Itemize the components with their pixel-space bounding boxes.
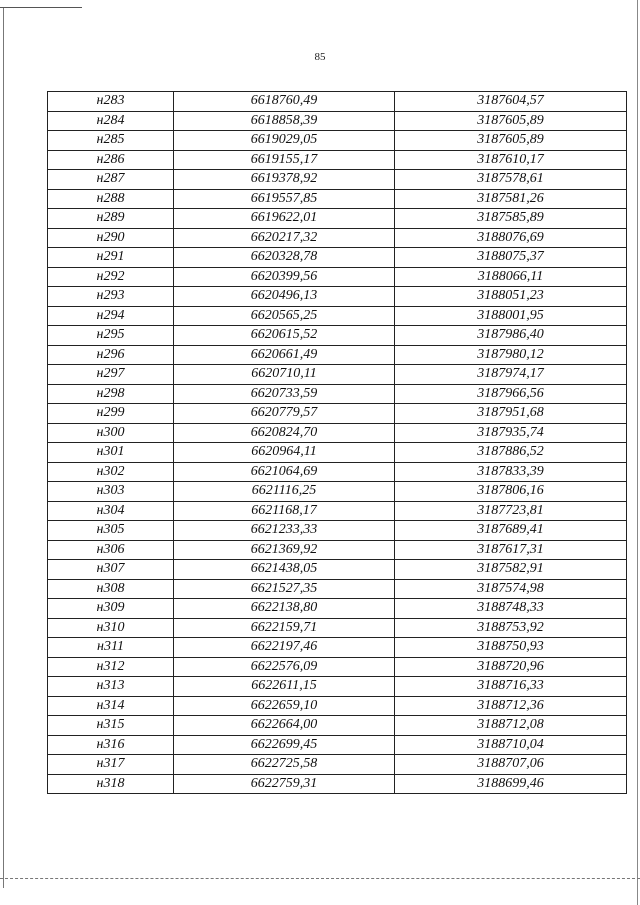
- y-coordinate-cell: 3187605,89: [395, 131, 627, 151]
- x-coordinate-cell: 6621233,33: [174, 521, 395, 541]
- point-id-cell: н318: [48, 774, 174, 794]
- y-coordinate-cell: 3187604,57: [395, 92, 627, 112]
- table-row: [48, 540, 627, 560]
- x-coordinate-cell: 6622659,10: [174, 696, 395, 716]
- point-id-cell: н306: [48, 540, 174, 560]
- y-coordinate-cell: 3188066,11: [395, 267, 627, 287]
- point-id-cell: н305: [48, 521, 174, 541]
- y-coordinate-cell: 3187605,89: [395, 111, 627, 131]
- y-coordinate-cell: 3188001,95: [395, 306, 627, 326]
- point-id-cell: н297: [48, 365, 174, 385]
- x-coordinate-cell: 6622725,58: [174, 755, 395, 775]
- table-row: [48, 755, 627, 775]
- x-coordinate-cell: 6620779,57: [174, 404, 395, 424]
- table-row: [48, 774, 627, 794]
- table-row: [48, 209, 627, 229]
- point-id-cell: н303: [48, 482, 174, 502]
- coordinates-table-body: [48, 92, 627, 794]
- point-id-cell: н308: [48, 579, 174, 599]
- table-row: [48, 131, 627, 151]
- y-coordinate-cell: 3187581,26: [395, 189, 627, 209]
- point-id-cell: н307: [48, 560, 174, 580]
- point-id-cell: н286: [48, 150, 174, 170]
- table-row: [48, 228, 627, 248]
- y-coordinate-cell: 3188699,46: [395, 774, 627, 794]
- table-row: [48, 345, 627, 365]
- table-row: [48, 657, 627, 677]
- x-coordinate-cell: 6620328,78: [174, 248, 395, 268]
- table-row: [48, 443, 627, 463]
- y-coordinate-cell: 3188712,08: [395, 716, 627, 736]
- y-coordinate-cell: 3187723,81: [395, 501, 627, 521]
- point-id-cell: н299: [48, 404, 174, 424]
- x-coordinate-cell: 6620399,56: [174, 267, 395, 287]
- table-row: [48, 716, 627, 736]
- y-coordinate-cell: 3188075,37: [395, 248, 627, 268]
- point-id-cell: н294: [48, 306, 174, 326]
- x-coordinate-cell: 6619557,85: [174, 189, 395, 209]
- y-coordinate-cell: 3187966,56: [395, 384, 627, 404]
- x-coordinate-cell: 6622611,15: [174, 677, 395, 697]
- x-coordinate-cell: 6621438,05: [174, 560, 395, 580]
- x-coordinate-cell: 6620217,32: [174, 228, 395, 248]
- y-coordinate-cell: 3188076,69: [395, 228, 627, 248]
- table-row: [48, 384, 627, 404]
- coordinates-table: [47, 91, 627, 794]
- x-coordinate-cell: 6621064,69: [174, 462, 395, 482]
- scan-edge-line: [637, 0, 638, 905]
- y-coordinate-cell: 3188748,33: [395, 599, 627, 619]
- point-id-cell: н316: [48, 735, 174, 755]
- x-coordinate-cell: 6622138,80: [174, 599, 395, 619]
- point-id-cell: н315: [48, 716, 174, 736]
- point-id-cell: н312: [48, 657, 174, 677]
- x-coordinate-cell: 6622159,71: [174, 618, 395, 638]
- x-coordinate-cell: 6622576,09: [174, 657, 395, 677]
- table-row: [48, 111, 627, 131]
- table-row: [48, 248, 627, 268]
- y-coordinate-cell: 3187610,17: [395, 150, 627, 170]
- table-row: [48, 189, 627, 209]
- y-coordinate-cell: 3187689,41: [395, 521, 627, 541]
- table-row: [48, 677, 627, 697]
- scan-edge-line: [0, 7, 82, 8]
- x-coordinate-cell: 6620824,70: [174, 423, 395, 443]
- point-id-cell: н284: [48, 111, 174, 131]
- y-coordinate-cell: 3188707,06: [395, 755, 627, 775]
- x-coordinate-cell: 6619029,05: [174, 131, 395, 151]
- point-id-cell: н301: [48, 443, 174, 463]
- table-row: [48, 267, 627, 287]
- x-coordinate-cell: 6622759,31: [174, 774, 395, 794]
- x-coordinate-cell: 6620964,11: [174, 443, 395, 463]
- table-row: [48, 150, 627, 170]
- point-id-cell: н290: [48, 228, 174, 248]
- table-row: [48, 521, 627, 541]
- y-coordinate-cell: 3187578,61: [395, 170, 627, 190]
- y-coordinate-cell: 3188750,93: [395, 638, 627, 658]
- table-row: [48, 404, 627, 424]
- point-id-cell: н288: [48, 189, 174, 209]
- y-coordinate-cell: 3187833,39: [395, 462, 627, 482]
- y-coordinate-cell: 3188051,23: [395, 287, 627, 307]
- x-coordinate-cell: 6619378,92: [174, 170, 395, 190]
- point-id-cell: н293: [48, 287, 174, 307]
- x-coordinate-cell: 6621527,35: [174, 579, 395, 599]
- y-coordinate-cell: 3188716,33: [395, 677, 627, 697]
- point-id-cell: н287: [48, 170, 174, 190]
- point-id-cell: н283: [48, 92, 174, 112]
- x-coordinate-cell: 6622699,45: [174, 735, 395, 755]
- x-coordinate-cell: 6622664,00: [174, 716, 395, 736]
- x-coordinate-cell: 6620733,59: [174, 384, 395, 404]
- x-coordinate-cell: 6621168,17: [174, 501, 395, 521]
- y-coordinate-cell: 3187806,16: [395, 482, 627, 502]
- x-coordinate-cell: 6621116,25: [174, 482, 395, 502]
- x-coordinate-cell: 6620615,52: [174, 326, 395, 346]
- page-number: 85: [314, 51, 326, 63]
- table-row: [48, 618, 627, 638]
- table-row: [48, 501, 627, 521]
- x-coordinate-cell: 6620661,49: [174, 345, 395, 365]
- point-id-cell: н313: [48, 677, 174, 697]
- table-row: [48, 560, 627, 580]
- y-coordinate-cell: 3187886,52: [395, 443, 627, 463]
- point-id-cell: н285: [48, 131, 174, 151]
- point-id-cell: н291: [48, 248, 174, 268]
- y-coordinate-cell: 3187574,98: [395, 579, 627, 599]
- point-id-cell: н289: [48, 209, 174, 229]
- y-coordinate-cell: 3187585,89: [395, 209, 627, 229]
- table-row: [48, 326, 627, 346]
- point-id-cell: н309: [48, 599, 174, 619]
- x-coordinate-cell: 6620496,13: [174, 287, 395, 307]
- point-id-cell: н298: [48, 384, 174, 404]
- y-coordinate-cell: 3187974,17: [395, 365, 627, 385]
- table-row: [48, 423, 627, 443]
- point-id-cell: н296: [48, 345, 174, 365]
- y-coordinate-cell: 3188712,36: [395, 696, 627, 716]
- y-coordinate-cell: 3187935,74: [395, 423, 627, 443]
- table-row: [48, 170, 627, 190]
- point-id-cell: н300: [48, 423, 174, 443]
- point-id-cell: н302: [48, 462, 174, 482]
- point-id-cell: н311: [48, 638, 174, 658]
- table-row: [48, 579, 627, 599]
- x-coordinate-cell: 6622197,46: [174, 638, 395, 658]
- point-id-cell: н292: [48, 267, 174, 287]
- x-coordinate-cell: 6618760,49: [174, 92, 395, 112]
- y-coordinate-cell: 3187951,68: [395, 404, 627, 424]
- y-coordinate-cell: 3187617,31: [395, 540, 627, 560]
- point-id-cell: н317: [48, 755, 174, 775]
- x-coordinate-cell: 6621369,92: [174, 540, 395, 560]
- x-coordinate-cell: 6619622,01: [174, 209, 395, 229]
- table-row: [48, 638, 627, 658]
- table-row: [48, 735, 627, 755]
- y-coordinate-cell: 3188710,04: [395, 735, 627, 755]
- point-id-cell: н310: [48, 618, 174, 638]
- x-coordinate-cell: 6619155,17: [174, 150, 395, 170]
- table-row: [48, 696, 627, 716]
- table-row: [48, 365, 627, 385]
- y-coordinate-cell: 3188720,96: [395, 657, 627, 677]
- x-coordinate-cell: 6620565,25: [174, 306, 395, 326]
- y-coordinate-cell: 3188753,92: [395, 618, 627, 638]
- point-id-cell: н314: [48, 696, 174, 716]
- x-coordinate-cell: 6618858,39: [174, 111, 395, 131]
- table-row: [48, 482, 627, 502]
- y-coordinate-cell: 3187980,12: [395, 345, 627, 365]
- point-id-cell: н304: [48, 501, 174, 521]
- table-row: [48, 599, 627, 619]
- y-coordinate-cell: 3187582,91: [395, 560, 627, 580]
- table-row: [48, 287, 627, 307]
- table-row: [48, 462, 627, 482]
- scan-edge-line: [3, 8, 4, 888]
- point-id-cell: н295: [48, 326, 174, 346]
- y-coordinate-cell: 3187986,40: [395, 326, 627, 346]
- scan-edge-line: [0, 878, 640, 879]
- table-row: [48, 306, 627, 326]
- table-row: [48, 92, 627, 112]
- x-coordinate-cell: 6620710,11: [174, 365, 395, 385]
